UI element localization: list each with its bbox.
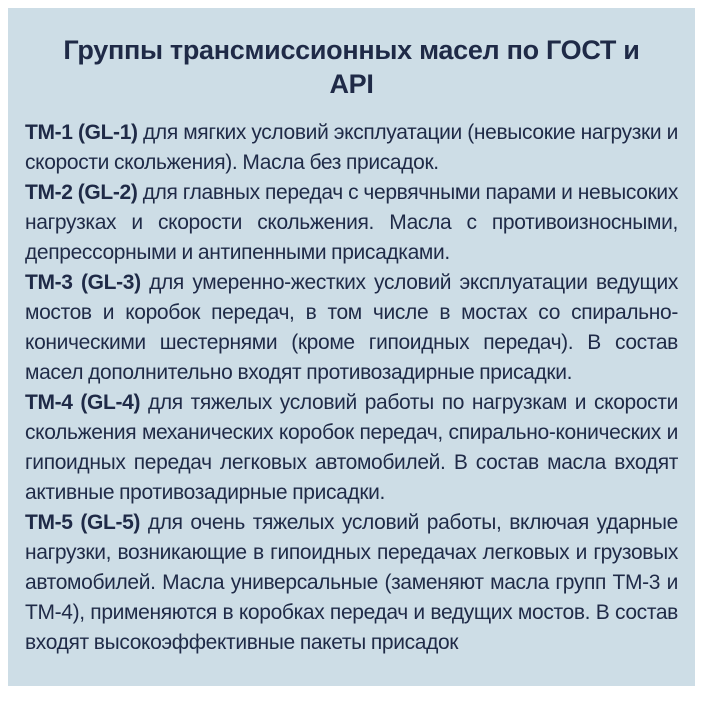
entry-tm5 xyxy=(25,508,678,658)
entry-tm5-code: ТМ-5 (GL-5) xyxy=(25,511,141,534)
entry-tm2-description: для главных передач с червячными парами и невысоких нагрузках и скорости скольжения. Масла с противоизносными, депрессорными и антипенными присадками. xyxy=(25,181,678,264)
entry-tm4-description: для тяжелых условий работы по нагрузкам и скорости скольжения механических коробок передач, спирально-конических и гипоидных передач легковых автомобилей. В состав масла входят активные противозадирные присадки. xyxy=(25,391,678,504)
oil-groups-panel xyxy=(8,8,695,686)
entry-tm2-code: ТМ-2 (GL-2) xyxy=(25,181,138,204)
entry-tm4 xyxy=(25,388,678,508)
entry-tm3-description: для умеренно-жестких условий эксплуатации ведущих мостов и коробок передач, в том числе в мостах со спирально-коническими шестернями (кроме гипоидных передач). В состав масел дополнительно входят противозадирные присадки. xyxy=(25,271,678,384)
entry-tm1-description: для мягких условий эксплуатации (невысокие нагрузки и скорости скольжения). Масла без присадок. xyxy=(25,121,678,174)
entry-tm5-description: для очень тяжелых условий работы, включая ударные нагрузки, возникающие в гипоидных передачах легковых и грузовых автомобилей. Масла универсальные (заменяют масла групп ТМ-3 и ТМ-4), применяются в коробках передач и ведущих мостов. В состав входят высокоэффективные пакеты присадок xyxy=(25,511,678,654)
entry-tm2 xyxy=(25,178,678,268)
entry-tm4-code: ТМ-4 (GL-4) xyxy=(25,391,141,414)
entry-tm3 xyxy=(25,268,678,388)
entry-tm1-code: ТМ-1 (GL-1) xyxy=(25,121,138,144)
entry-tm3-code: ТМ-3 (GL-3) xyxy=(25,271,141,294)
entry-tm1 xyxy=(25,118,678,178)
oil-group-entries xyxy=(25,118,678,658)
panel-title: Группы трансмиссионных масел по ГОСТ и API xyxy=(63,35,640,99)
